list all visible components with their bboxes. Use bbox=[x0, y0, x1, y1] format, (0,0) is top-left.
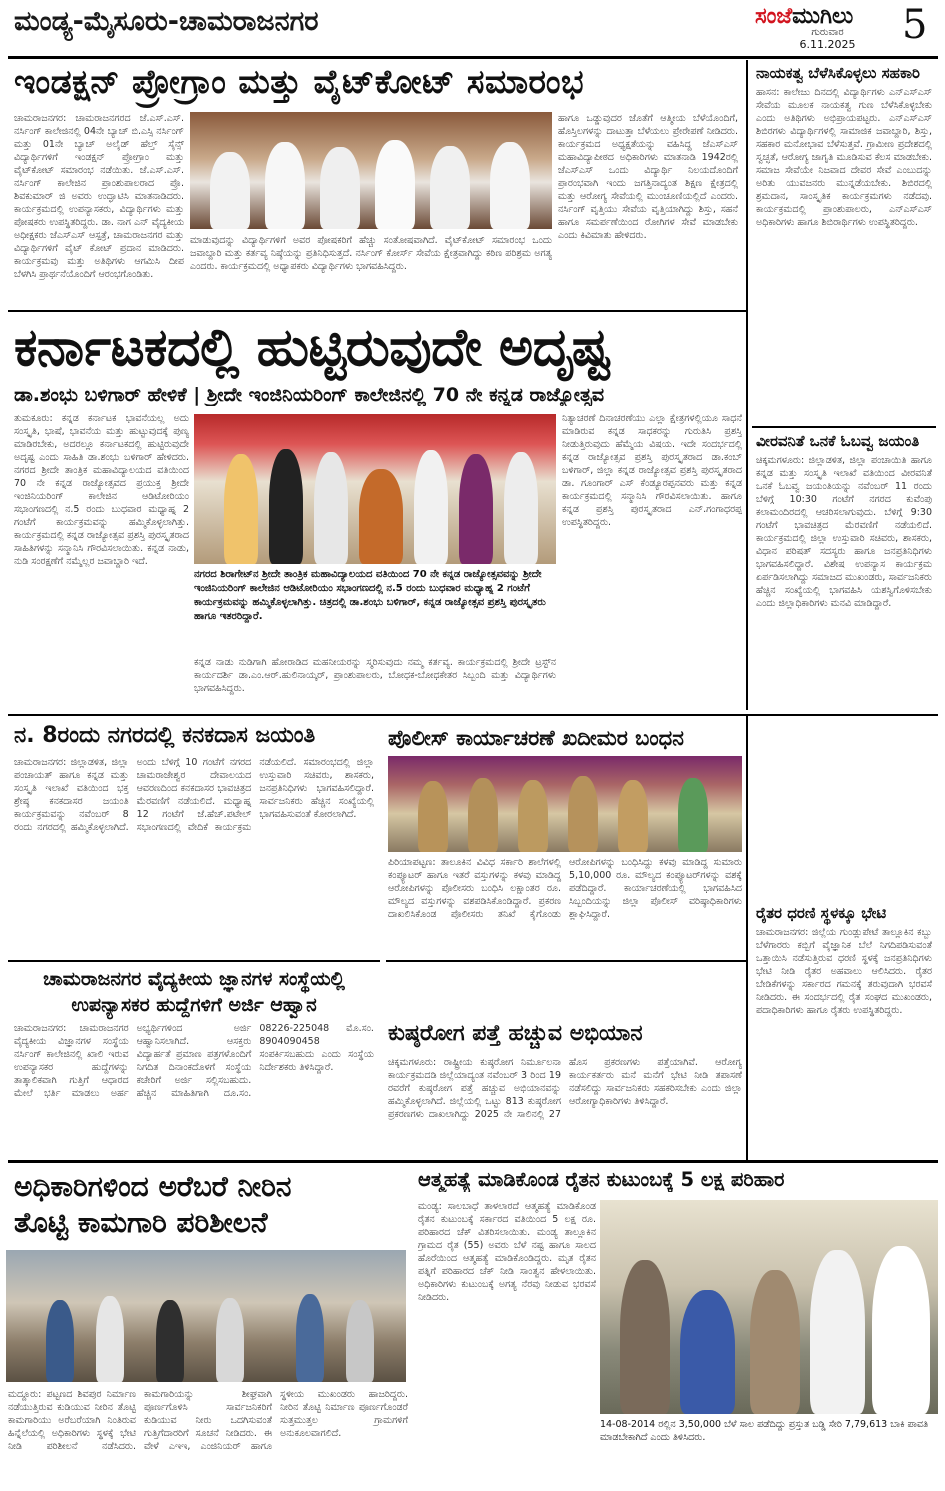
section-title: ಮಂಡ್ಯ-ಮೈಸೂರು-ಚಾಮರಾಜನಗರ bbox=[14, 6, 319, 37]
side3-body: ಚಾಮರಾಜನಗರ: ಜಿಲ್ಲೆಯ ಗುಂಡ್ಲುಪೇಟೆ ತಾಲ್ಲೂಕಿನ ಕಬ್ಬು ಬೆಳೆಗಾರರು ಕಬ್ಬಿಗೆ ವೈಜ್ಞಾನಿಕ ಬೆಲೆ ನಿಗದಿಪಡಿಸುವಂತೆ ಒತ್ತಾಯಿಸಿ ನಡೆಸುತ್ತಿರುವ ಧರಣಿ ಸ್ಥಳಕ್ಕೆ ಜನಪ್ರತಿನಿಧಿಗಳು ಭೇಟಿ ನೀಡಿ ರೈತರ ಅಹವಾಲು ಆಲಿಸಿದರು. ರೈತರ ಬೇಡಿಕೆಗಳನ್ನು ಸರ್ಕಾರದ ಗಮನಕ್ಕೆ ತರುವುದಾಗಿ ಭರವಸೆ ನೀಡಿದರು. ಈ ಸಂದರ್ಭದಲ್ಲಿ ರೈತ ಸಂಘದ ಮುಖಂಡರು, ಪದಾಧಿಕಾರಿಗಳು ಹಾಗೂ ರೈತರು ಉಪಸ್ಥಿತರಿದ್ದರು. bbox=[756, 927, 932, 1016]
story1-col-mid: ಮಾಡುವುದನ್ನು ವಿದ್ಯಾರ್ಥಿಗಳಿಗೆ ಅವರ ಪೋಷಕರಿಗೆ ಹೆಚ್ಚು ಸಂತೋಷವಾಗಿದೆ. ವೈಟ್‌ಕೋಟ್ ಸಮಾರಂಭ ಒಂದು ಜವಾಬ್ದಾರಿ ಮತ್ತು ಕರ್ತವ್ಯ ನಿಷ್ಠೆಯನ್ನು ಪ್ರತಿನಿಧಿಸುತ್ತದೆ. ನರ್ಸಿಂಗ್ ಕೋರ್ಸ್ ಸೇವೆಯ ಕ್ಷೇತ್ರವಾಗಿದ್ದು ಕಠಿಣ ಪರಿಶ್ರಮ ಅಗತ್ಯ ಎಂದರು. ಕಾರ್ಯಕ್ರಮದಲ್ಲಿ ಅಧ್ಯಾಪಕರು ವಿದ್ಯಾರ್ಥಿಗಳು ಭಾಗವಹಿಸಿದ್ದರು. bbox=[190, 235, 552, 272]
story8-photo bbox=[600, 1200, 938, 1414]
vertical-rule-2 bbox=[746, 716, 748, 1162]
side1-headline: ನಾಯಕತ್ವ ಬೆಳೆಸಿಕೊಳ್ಳಲು ಸಹಕಾರಿ bbox=[756, 64, 920, 82]
story4-rule bbox=[386, 960, 746, 962]
side3-headline: ರೈತರ ಧರಣಿ ಸ್ಥಳಕ್ಕೂ ಭೇಟಿ bbox=[756, 904, 887, 922]
issue-date: 6.11.2025 bbox=[799, 38, 856, 51]
story5-headline: ಚಾಮರಾಜನಗರ ವೈದ್ಯಕೀಯ ಜ್ಞಾನಗಳ ಸಂಸ್ಥೆಯಲ್ಲಿ ಉಪನ್ಯಾಸಕರ ಹುದ್ದೆಗಳಿಗೆ ಅರ್ಜಿ ಆಹ್ವಾನ bbox=[43, 968, 345, 1016]
story3-rule bbox=[8, 960, 380, 962]
story2-bottom: ಕನ್ನಡ ನಾಡು ನುಡಿಗಾಗಿ ಹೋರಾಡಿದ ಮಹನೀಯರನ್ನು ಸ್ಮರಿಸುವುದು ನಮ್ಮ ಕರ್ತವ್ಯ. ಕಾರ್ಯಕ್ರಮದಲ್ಲಿ ಶ್ರೀದೇ ಟ್ರಸ್ಟ್‌ನ ಕಾರ್ಯದರ್ಶಿ ಡಾ.ಎಂ.ಆರ್.ಹುಲಿನಾಯ್ಕರ್, ಪ್ರಾಂಶುಪಾಲರು, ಬೋಧಕ-ಬೋಧಕೇತರ ಸಿಬ್ಬಂದಿ ಮತ್ತು ವಿದ್ಯಾರ್ಥಿಗಳು ಭಾಗವಹಿಸಿದ್ದರು. bbox=[194, 657, 556, 694]
side2-body: ಚಿಕ್ಕಮಗಳೂರು: ಜಿಲ್ಲಾಡಳಿತ, ಜಿಲ್ಲಾ ಪಂಚಾಯಿತಿ ಹಾಗೂ ಕನ್ನಡ ಮತ್ತು ಸಂಸ್ಕೃತಿ ಇಲಾಖೆ ವತಿಯಿಂದ ವೀರವನಿತೆ ಒನಕೆ ಓಬವ್ವ ಜಯಂತಿಯನ್ನು ನವೆಂಬರ್ 11 ರಂದು ಬೆಳಿಗ್ಗೆ 10:30 ಗಂಟೆಗೆ ನಗರದ ಕುವೆಂಪು ಕಲಾಮಂದಿರದಲ್ಲಿ ಆಚರಿಸಲಾಗುವುದು. ಬೆಳಿಗ್ಗೆ 9:30 ಗಂಟೆಗೆ ಭಾವಚಿತ್ರದ ಮೆರವಣಿಗೆ ನಡೆಯಲಿದೆ. ಕಾರ್ಯಕ್ರಮದಲ್ಲಿ ಜಿಲ್ಲಾ ಉಸ್ತುವಾರಿ ಸಚಿವರು, ಶಾಸಕರು, ವಿಧಾನ ಪರಿಷತ್ ಸದಸ್ಯರು ಹಾಗೂ ಜನಪ್ರತಿನಿಧಿಗಳು ಭಾಗವಹಿಸಲಿದ್ದಾರೆ. ವಿಶೇಷ ಉಪನ್ಯಾಸ ಕಾರ್ಯಕ್ರಮ ಏರ್ಪಡಿಸಲಾಗಿದ್ದು ಸಮಾಜದ ಮುಖಂಡರು, ಸಾರ್ವಜನಿಕರು ಹೆಚ್ಚಿನ ಸಂಖ್ಯೆಯಲ್ಲಿ ಭಾಗವಹಿಸಿ ಯಶಸ್ವಿಗೊಳಿಸಬೇಕು ಎಂದು ಜಿಲ್ಲಾಧಿಕಾರಿಗಳು ಮನವಿ ಮಾಡಿದ್ದಾರೆ. bbox=[756, 455, 932, 609]
side1-body: ಹಾಸನ: ಕಾಲೇಜು ದಿನದಲ್ಲಿ ವಿದ್ಯಾರ್ಥಿಗಳು ಎನ್‌ಎಸ್‌ಎಸ್ ಸೇವೆಯ ಮೂಲಕ ನಾಯಕತ್ವ ಗುಣ ಬೆಳೆಸಿಕೊಳ್ಳಬೇಕು ಎಂದು ಅತಿಥಿಗಳು ಅಭಿಪ್ರಾಯಪಟ್ಟರು. ಎನ್‌ಎಸ್‌ಎಸ್ ಶಿಬಿರಗಳು ವಿದ್ಯಾರ್ಥಿಗಳಲ್ಲಿ ಸಾಮಾಜಿಕ ಜವಾಬ್ದಾರಿ, ಶಿಸ್ತು, ಸಹಕಾರ ಮನೋಭಾವ ಬೆಳೆಸುತ್ತವೆ. ಗ್ರಾಮೀಣ ಪ್ರದೇಶದಲ್ಲಿ ಸ್ವಚ್ಛತೆ, ಆರೋಗ್ಯ ಜಾಗೃತಿ ಮೂಡಿಸುವ ಕೆಲಸ ಮಾಡಬೇಕು. ಸಮಾಜ ಸೇವೆಯೇ ನಿಜವಾದ ದೇವರ ಸೇವೆ ಎಂಬುದನ್ನು ಅರಿತು ಯುವಜನರು ಮುನ್ನಡೆಯಬೇಕು. ಶಿಬಿರದಲ್ಲಿ ಶ್ರಮದಾನ, ಸಾಂಸ್ಕೃತಿಕ ಕಾರ್ಯಕ್ರಮಗಳು ನಡೆದವು. ಕಾರ್ಯಕ್ರಮದಲ್ಲಿ ಪ್ರಾಂಶುಪಾಲರು, ಎನ್‌ಎಸ್‌ಎಸ್ ಅಧಿಕಾರಿಗಳು ಹಾಗೂ ಶಿಬಿರಾರ್ಥಿಗಳು ಉಪಸ್ಥಿತರಿದ್ದರು. bbox=[756, 87, 932, 228]
story7-headline-line1: ಅಧಿಕಾರಿಗಳಿಂದ ಅರೆಬರೆ ನೀರಿನ bbox=[14, 1170, 292, 1203]
story3-body: ಚಾಮರಾಜನಗರ: ಜಿಲ್ಲಾಡಳಿತ, ಜಿಲ್ಲಾ ಪಂಚಾಯತ್ ಹಾಗೂ ಕನ್ನಡ ಮತ್ತು ಸಂಸ್ಕೃತಿ ಇಲಾಖೆ ವತಿಯಿಂದ ಭಕ್ತ ಶ್ರೇಷ್ಠ ಕನಕದಾಸರ ಜಯಂತಿ ಕಾರ್ಯಕ್ರಮವನ್ನು ನವೆಂಬರ್ 8 ರಂದು ನಗರದಲ್ಲಿ ಹಮ್ಮಿಕೊಳ್ಳಲಾಗಿದೆ. ಅಂದು ಬೆಳಿಗ್ಗೆ 10 ಗಂಟೆಗೆ ನಗರದ ಚಾಮರಾಜೇಶ್ವರ ದೇವಾಲಯದ ಆವರಣದಿಂದ ಕನಕದಾಸರ ಭಾವಚಿತ್ರದ ಮೆರವಣಿಗೆ ನಡೆಯಲಿದೆ. ಮಧ್ಯಾಹ್ನ 12 ಗಂಟೆಗೆ ಜೆ.ಹೆಚ್.ಪಟೇಲ್ ಸಭಾಂಗಣದಲ್ಲಿ ವೇದಿಕೆ ಕಾರ್ಯಕ್ರಮ ನಡೆಯಲಿದೆ. ಸಮಾರಂಭದಲ್ಲಿ ಜಿಲ್ಲಾ ಉಸ್ತುವಾರಿ ಸಚಿವರು, ಶಾಸಕರು, ಜನಪ್ರತಿನಿಧಿಗಳು ಭಾಗವಹಿಸಲಿದ್ದಾರೆ. ಸಾರ್ವಜನಿಕರು ಹೆಚ್ಚಿನ ಸಂಖ್ಯೆಯಲ್ಲಿ ಭಾಗವಹಿಸುವಂತೆ ಕೋರಲಾಗಿದೆ. bbox=[14, 757, 374, 833]
story8-caption: 14-08-2014 ರಲ್ಲಿನ 3,50,000 ಬೆಳೆ ಸಾಲ ಪಡೆದಿದ್ದು ಪ್ರಸ್ತುತ ಬಡ್ಡಿ ಸೇರಿ 7,79,613 ಬಾಕಿ ಪಾವತಿ ಮಾಡಬೇಕಾಗಿದೆ ಎಂದು ತಿಳಿಸಿದರು. bbox=[600, 1419, 929, 1443]
lower-rule bbox=[8, 1160, 938, 1163]
story2-caption: ನಗರದ ಶಿರಾಗೇಟ್‌ನ ಶ್ರೀದೇ ತಾಂತ್ರಿಕ ಮಹಾವಿದ್ಯಾಲಯದ ವತಿಯಿಂದ 70 ನೇ ಕನ್ನಡ ರಾಜ್ಯೋತ್ಸವವನ್ನು ಶ್ರೀದೇ ಇಂಜಿನಿಯರಿಂಗ್ ಕಾಲೇಜಿನ ಆಡಿಟೋರಿಯಂ ಸಭಾಂಗಣದಲ್ಲಿ ನ.5 ರಂದು ಬುಧವಾರ ಮಧ್ಯಾಹ್ನ 2 ಗಂಟೆಗೆ ಕಾರ್ಯಕ್ರಮವನ್ನು ಹಮ್ಮಿಕೊಳ್ಳಲಾಗಿತ್ತು. ಚಿತ್ರದಲ್ಲಿ ಡಾ.ಶಂಭು ಬಳಿಗಾರ್, ಕನ್ನಡ ರಾಜ್ಯೋತ್ಸವ ಪ್ರಶಸ್ತಿ ಪುರಸ್ಕೃತರು ಹಾಗೂ ಇತರರಿದ್ದಾರೆ. bbox=[194, 569, 546, 622]
story1-headline: ಇಂಡಕ್ಷನ್ ಪ್ರೋಗ್ರಾಂ ಮತ್ತು ವೈಟ್‌ಕೋಟ್ ಸಮಾರಂಭ bbox=[14, 62, 585, 101]
story4-photo bbox=[388, 756, 742, 852]
story1-rule bbox=[8, 310, 746, 312]
sidebar-2 bbox=[752, 902, 936, 1156]
story7-photo bbox=[6, 1250, 406, 1382]
story2-col1: ತುಮಕೂರು: ಕನ್ನಡ ಕರ್ನಾಟಕ ಭಾವನೆಯಲ್ಲ ಅದು ಸಂಸ್ಕೃತಿ, ಭಾಷೆ, ಭಾವನೆಯ ಮತ್ತು ಹುಟ್ಟುವುದಕ್ಕೆ ಪುಣ್ಯ ಮಾಡಿರಬೇಕು, ಅದರಲ್ಲೂ ಕರ್ನಾಟಕದಲ್ಲಿ ಹುಟ್ಟಿರುವುದೇ ಅದೃಷ್ಟ ಎಂದು ಸಾಹಿತಿ ಡಾ.ಶಂಭು ಬಳಿಗಾರ್ ಹೇಳಿದರು. ನಗರದ ಶ್ರೀದೇ ತಾಂತ್ರಿಕ ಮಹಾವಿದ್ಯಾಲಯದ ವತಿಯಿಂದ 70 ನೇ ಕನ್ನಡ ರಾಜ್ಯೋತ್ಸವದ ಪ್ರಯುಕ್ತ ಶ್ರೀದೇ ಇಂಜಿನಿಯರಿಂಗ್ ಕಾಲೇಜಿನ ಆಡಿಟೋರಿಯಂ ಸಭಾಂಗಣದಲ್ಲಿ ನ.5 ರಂದು ಬುಧವಾರ ಮಧ್ಯಾಹ್ನ 2 ಗಂಟೆಗೆ ಕಾರ್ಯಕ್ರಮವನ್ನು ಹಮ್ಮಿಕೊಳ್ಳಲಾಗಿತ್ತು. ಕಾರ್ಯಕ್ರಮದಲ್ಲಿ ಕನ್ನಡ ರಾಜ್ಯೋತ್ಸವ ಪ್ರಶಸ್ತಿ ಪುರಸ್ಕೃತರಾದ ಸಾಹಿತಿಗಳನ್ನು ಸನ್ಮಾನಿಸಿ ಗೌರವಿಸಲಾಯಿತು. ಕನ್ನಡ ನಾಡು, ನುಡಿ ಸಂರಕ್ಷಣೆಗೆ ನಮ್ಮೆಲ್ಲರ ಜವಾಬ್ದಾರಿ ಇದೆ. bbox=[14, 413, 189, 567]
story2-headline: ಕರ್ನಾಟಕದಲ್ಲಿ ಹುಟ್ಟಿರುವುದೇ ಅದೃಷ್ಟ bbox=[14, 318, 611, 378]
side2-headline: ವೀರವನಿತೆ ಒನಕೆ ಓಬವ್ವ ಜಯಂತಿ bbox=[756, 432, 920, 450]
story8-body: ಮಂಡ್ಯ: ಸಾಲಬಾಧೆ ತಾಳಲಾರದೆ ಆತ್ಮಹತ್ಯೆ ಮಾಡಿಕೊಂಡ ರೈತನ ಕುಟುಂಬಕ್ಕೆ ಸರ್ಕಾರದ ವತಿಯಿಂದ 5 ಲಕ್ಷ ರೂ. ಪರಿಹಾರದ ಚೆಕ್ ವಿತರಿಸಲಾಯಿತು. ಮಂಡ್ಯ ತಾಲ್ಲೂಕಿನ ಗ್ರಾಮದ ರೈತ (55) ಅವರು ಬೆಳೆ ನಷ್ಟ ಹಾಗೂ ಸಾಲದ ಹೊರೆಯಿಂದ ಆತ್ಮಹತ್ಯೆ ಮಾಡಿಕೊಂಡಿದ್ದರು. ಮೃತ ರೈತನ ಪತ್ನಿಗೆ ಪರಿಹಾರದ ಚೆಕ್ ನೀಡಿ ಸಾಂತ್ವನ ಹೇಳಲಾಯಿತು. ಅಧಿಕಾರಿಗಳು ಕುಟುಂಬಕ್ಕೆ ಅಗತ್ಯ ನೆರವು ನೀಡುವ ಭರವಸೆ ನೀಡಿದರು. bbox=[418, 1201, 596, 1303]
logo-part1: ಸಂಜೆ bbox=[755, 4, 793, 29]
story1-col-right: ಹಾಗೂ ಒಡ್ಡುವುದರ ಜೊತೆಗೆ ಆತ್ಮೀಯ ಬೆಳೆಯೊಂದಿಗೆ, ಹೊಸ್ತಿಲಗಳನ್ನು ದಾಟುತ್ತಾ ಬೆಳೆಯಲು ಪ್ರೇರೇಪಣೆ ನೀಡಿದರು. ಕಾರ್ಯಕ್ರಮದ ಅಧ್ಯಕ್ಷತೆಯನ್ನು ವಹಿಸಿದ್ದ ಜೆಎಸ್‌ಎಸ್ ಮಹಾವಿದ್ಯಾಪೀಠದ ಅಧಿಕಾರಿಗಳು ಮಾತನಾಡಿ 1942ರಲ್ಲಿ ಜೆಎಸ್‌ಎಸ್ ಒಂದು ವಿದ್ಯಾರ್ಥಿ ನಿಲಯದೊಂದಿಗೆ ಪ್ರಾರಂಭವಾಗಿ ಇಂದು ಜಗತ್ತಿನಾದ್ಯಂತ ಶಿಕ್ಷಣ ಕ್ಷೇತ್ರದಲ್ಲಿ ಮತ್ತು ಆರೋಗ್ಯ ಸೇವೆಯಲ್ಲಿ ಮುಂಚೂಣಿಯಲ್ಲಿದೆ ಎಂದರು. ನರ್ಸಿಂಗ್ ವೃತ್ತಿಯು ಸೇವೆಯ ವೃತ್ತಿಯಾಗಿದ್ದು ಶಿಸ್ತು, ಸಹನೆ ಹಾಗೂ ಸಮರ್ಪಣೆಯಿಂದ ರೋಗಿಗಳ ಸೇವೆ ಮಾಡಬೇಕು ಎಂದು ಕಿವಿಮಾತು ಹೇಳಿದರು. bbox=[558, 113, 738, 241]
logo-part2: ಮುಗಿಲು bbox=[792, 4, 854, 29]
story2-photo bbox=[194, 414, 556, 564]
story3-headline: ನ. 8ರಂದು ನಗರದಲ್ಲಿ ಕನಕದಾಸ ಜಯಂತಿ bbox=[14, 723, 316, 748]
mid-rule bbox=[8, 714, 938, 716]
header-rule bbox=[8, 56, 938, 59]
story1-photo bbox=[190, 112, 552, 229]
story6-body: ಚಿಕ್ಕಮಗಳೂರು: ರಾಷ್ಟ್ರೀಯ ಕುಷ್ಠರೋಗ ನಿರ್ಮೂಲನಾ ಕಾರ್ಯಕ್ರಮದಡಿ ಜಿಲ್ಲೆಯಾದ್ಯಂತ ನವೆಂಬರ್ 3 ರಿಂದ 19 ರವರೆಗೆ ಕುಷ್ಠರೋಗ ಪತ್ತೆ ಹಚ್ಚುವ ಅಭಿಯಾನವನ್ನು ಹಮ್ಮಿಕೊಳ್ಳಲಾಗಿದೆ. ಜಿಲ್ಲೆಯಲ್ಲಿ ಒಟ್ಟು 813 ಕುಷ್ಠರೋಗ ಪ್ರಕರಣಗಳು ದಾಖಲಾಗಿದ್ದು 2025 ನೇ ಸಾಲಿನಲ್ಲಿ 27 ಹೊಸ ಪ್ರಕರಣಗಳು ಪತ್ತೆಯಾಗಿವೆ. ಆರೋಗ್ಯ ಕಾರ್ಯಕರ್ತರು ಮನೆ ಮನೆಗೆ ಭೇಟಿ ನೀಡಿ ತಪಾಸಣೆ ನಡೆಸಲಿದ್ದು ಸಾರ್ವಜನಿಕರು ಸಹಕರಿಸಬೇಕು ಎಂದು ಜಿಲ್ಲಾ ಆರೋಗ್ಯಾಧಿಕಾರಿಗಳು ತಿಳಿಸಿದ್ದಾರೆ. bbox=[388, 1057, 742, 1120]
story2-col-right: ನಿತ್ಯಾಚರಣೆ ದಿನಾಚರಣೆಯು ಎಲ್ಲಾ ಕ್ಷೇತ್ರಗಳಲ್ಲಿಯೂ ಸಾಧನೆ ಮಾಡಿರುವ ಕನ್ನಡ ಸಾಧಕರನ್ನು ಗುರುತಿಸಿ ಪ್ರಶಸ್ತಿ ನೀಡುತ್ತಿರುವುದು ಹೆಮ್ಮೆಯ ವಿಷಯ. ಇದೇ ಸಂದರ್ಭದಲ್ಲಿ ಕನ್ನಡ ರಾಜ್ಯೋತ್ಸವ ಪ್ರಶಸ್ತಿ ಪುರಸ್ಕೃತರಾದ ಡಾ.ಕಂಬ್ ಬಳಿಗಾರ್, ಜಿಲ್ಲಾ ಕನ್ನಡ ರಾಜ್ಯೋತ್ಸವ ಪ್ರಶಸ್ತಿ ಪುರಸ್ಕೃತರಾದ ಡಾ. ಗೂಂಗಾರ್ ಎಸ್ ಕೆಂಡ್ಯೂರಪ್ಪನವರು ಮತ್ತು ಕನ್ನಡ ಕಾರ್ಯಕ್ರಮದಲ್ಲಿ ಸನ್ಮಾನಿಸಿ ಗೌರವಿಸಲಾಯಿತು. ಹಾಗೂ ಕನ್ನಡ ಪ್ರಶಸ್ತಿ ಪುರಸ್ಕೃತರಾದ ಎನ್.ಗಂಗಾಧರಪ್ಪ ಉಪಸ್ಥಿತರಿದ್ದರು. bbox=[562, 413, 742, 528]
sidebar-1 bbox=[752, 62, 936, 710]
story5-body: ಚಾಮರಾಜನಗರ: ಚಾಮರಾಜನಗರ ವೈದ್ಯಕೀಯ ವಿಜ್ಞಾನಗಳ ಸಂಸ್ಥೆಯ ನರ್ಸಿಂಗ್ ಕಾಲೇಜಿನಲ್ಲಿ ಖಾಲಿ ಇರುವ ಉಪನ್ಯಾಸಕರ ಹುದ್ದೆಗಳನ್ನು ತಾತ್ಕಾಲಿಕವಾಗಿ ಗುತ್ತಿಗೆ ಆಧಾರದ ಮೇಲೆ ಭರ್ತಿ ಮಾಡಲು ಅರ್ಹ ಅಭ್ಯರ್ಥಿಗಳಿಂದ ಅರ್ಜಿ ಆಹ್ವಾನಿಸಲಾಗಿದೆ. ಆಸಕ್ತರು ವಿದ್ಯಾರ್ಹತೆ ಪ್ರಮಾಣ ಪತ್ರಗಳೊಂದಿಗೆ ನಿಗದಿತ ದಿನಾಂಕದೊಳಗೆ ಸಂಸ್ಥೆಯ ಕಚೇರಿಗೆ ಅರ್ಜಿ ಸಲ್ಲಿಸಬಹುದು. ಹೆಚ್ಚಿನ ಮಾಹಿತಿಗಾಗಿ ದೂ.ಸಂ. 08226-225048 ಮೊ.ಸಂ. 8904090458 ಸಂಪರ್ಕಿಸಬಹುದು ಎಂದು ಸಂಸ್ಥೆಯ ನಿರ್ದೇಶಕರು ತಿಳಿಸಿದ್ದಾರೆ. bbox=[14, 1023, 374, 1099]
weekday: ಗುರುವಾರ bbox=[811, 27, 844, 38]
story4-headline: ಪೊಲೀಸ್ ಕಾರ್ಯಾಚರಣೆ ಖದೀಮರ ಬಂಧನ bbox=[388, 726, 684, 750]
page-number: 5 bbox=[902, 2, 928, 48]
story7-body: ಮದ್ದೂರು: ಪಟ್ಟಣದ ಶಿವಪುರ ನಿರ್ಮಾಣ ನಡೆಯುತ್ತಿರುವ ಕುಡಿಯುವ ನೀರಿನ ತೊಟ್ಟಿ ಕಾಮಗಾರಿಯು ಅರೆಬರೆಯಾಗಿ ನಿಂತಿರುವ ಹಿನ್ನೆಲೆಯಲ್ಲಿ ಅಧಿಕಾರಿಗಳು ಸ್ಥಳಕ್ಕೆ ಭೇಟಿ ನೀಡಿ ಪರಿಶೀಲನೆ ನಡೆಸಿದರು. ಕಾಮಗಾರಿಯನ್ನು ಶೀಘ್ರವಾಗಿ ಪೂರ್ಣಗೊಳಿಸಿ ಸಾರ್ವಜನಿಕರಿಗೆ ಕುಡಿಯುವ ನೀರು ಒದಗಿಸುವಂತೆ ಗುತ್ತಿಗೆದಾರರಿಗೆ ಸೂಚನೆ ನೀಡಿದರು. ಈ ವೇಳೆ ಎಇಇ, ಎಂಜಿನಿಯರ್ ಹಾಗೂ ಸ್ಥಳೀಯ ಮುಖಂಡರು ಹಾಜರಿದ್ದರು. ನೀರಿನ ತೊಟ್ಟಿ ನಿರ್ಮಾಣ ಪೂರ್ಣಗೊಂಡರೆ ಸುತ್ತಮುತ್ತಲ ಗ್ರಾಮಗಳಿಗೆ ಅನುಕೂಲವಾಗಲಿದೆ. bbox=[8, 1389, 408, 1452]
story8-headline: ಆತ್ಮಹತ್ಯೆ ಮಾಡಿಕೊಂಡ ರೈತನ ಕುಟುಂಬಕ್ಕೆ 5 ಲಕ್ಷ ಪರಿಹಾರ bbox=[418, 1168, 785, 1191]
masthead-logo bbox=[755, 4, 900, 54]
story1-col1: ಚಾಮರಾಜನಗರ: ಚಾಮರಾಜನಗರದ ಜೆ.ಎಸ್.ಎಸ್. ನರ್ಸಿಂಗ್ ಕಾಲೇಜಿನಲ್ಲಿ 04ನೇ ಬ್ಯಾಚ್ ಬಿ.ಎಸ್ಸಿ ನರ್ಸಿಂಗ್ ಮತ್ತು 01ನೇ ಬ್ಯಾಚ್ ಅಲೈಡ್ ಹೆಲ್ತ್ ಸೈನ್ಸ್ ವಿದ್ಯಾರ್ಥಿಗಳಿಗೆ ಇಂಡಕ್ಷನ್ ಪ್ರೋಗ್ರಾಂ ಮತ್ತು ವೈಟ್‌ಕೋಟ್ ಸಮಾರಂಭ ನಡೆಯಿತು. ಜೆ.ಎಸ್.ಎಸ್. ನರ್ಸಿಂಗ್ ಕಾಲೇಜಿನ ಪ್ರಾಂಶುಪಾಲರಾದ ಪ್ರೊ. ಶಿವಕುಮಾರ್ ಜಿ ಅವರು ಉದ್ಘಾಟಿಸಿ ಮಾತನಾಡಿದರು. ಕಾರ್ಯಕ್ರಮದಲ್ಲಿ ಉಪನ್ಯಾಸಕರು, ವಿದ್ಯಾರ್ಥಿಗಳು ಮತ್ತು ಪೋಷಕರು ಉಪಸ್ಥಿತರಿದ್ದರು. ಡಾ. ನಾಗ ಎನ್ ವೈದ್ಯಕೀಯ ಅಧೀಕ್ಷಕರು ಜೆಎಸ್‌ಎಸ್ ಆಸ್ಪತ್ರೆ, ಚಾಮರಾಜನಗರ ಮತ್ತು ವಿದ್ಯಾರ್ಥಿಗಳಿಗೆ ವೈಟ್ ಕೋಟ್ ಪ್ರದಾನ ಮಾಡಿದರು. ಕಾರ್ಯಕ್ರಮವು ಮತ್ತು ಅತಿಥಿಗಳು ಆಗಮಿಸಿ ದೀಪ ಬೆಳಗಿಸಿ ಪ್ರಾರ್ಥನೆಯೊಂದಿಗೆ ಆರಂಭಗೊಂಡಿತು. bbox=[14, 113, 184, 280]
story2-subhead: ಡಾ.ಶಂಭು ಬಳಿಗಾರ್ ಹೇಳಿಕೆ | ಶ್ರೀದೇ ಇಂಜಿನಿಯರಿಂಗ್ ಕಾಲೇಜಿನಲ್ಲಿ 70 ನೇ ಕನ್ನಡ ರಾಜ್ಯೋತ್ಸವ bbox=[14, 384, 605, 406]
story6-headline: ಕುಷ್ಠರೋಗ ಪತ್ತೆ ಹಚ್ಚುವ ಅಭಿಯಾನ bbox=[388, 1021, 643, 1046]
story7-headline-line2: ತೊಟ್ಟಿ ಕಾಮಗಾರಿ ಪರಿಶೀಲನೆ bbox=[14, 1206, 268, 1239]
story4-body: ಪಿರಿಯಾಪಟ್ಟಣ: ತಾಲೂಕಿನ ವಿವಿಧ ಸರ್ಕಾರಿ ಶಾಲೆಗಳಲ್ಲಿ ಕಂಪ್ಯೂಟರ್ ಹಾಗೂ ಇತರೆ ವಸ್ತುಗಳನ್ನು ಕಳವು ಮಾಡಿದ್ದ ಆರೋಪಿಗಳನ್ನು ಪೊಲೀಸರು ಬಂಧಿಸಿ ಲಕ್ಷಾಂತರ ರೂ. ಮೌಲ್ಯದ ವಸ್ತುಗಳನ್ನು ವಶಪಡಿಸಿಕೊಂಡಿದ್ದಾರೆ. ಪ್ರಕರಣ ದಾಖಲಿಸಿಕೊಂಡ ಪೊಲೀಸರು ತನಿಖೆ ಕೈಗೊಂಡು ಆರೋಪಿಗಳನ್ನು ಬಂಧಿಸಿದ್ದು ಕಳವು ಮಾಡಿದ್ದ ಸುಮಾರು 5,10,000 ರೂ. ಮೌಲ್ಯದ ಕಂಪ್ಯೂಟರ್‌ಗಳನ್ನು ವಶಕ್ಕೆ ಪಡೆದಿದ್ದಾರೆ. ಕಾರ್ಯಾಚರಣೆಯಲ್ಲಿ ಭಾಗವಹಿಸಿದ ಸಿಬ್ಬಂದಿಯನ್ನು ಜಿಲ್ಲಾ ಪೊಲೀಸ್ ವರಿಷ್ಠಾಧಿಕಾರಿಗಳು ಶ್ಲಾಘಿಸಿದ್ದಾರೆ. bbox=[388, 857, 742, 920]
